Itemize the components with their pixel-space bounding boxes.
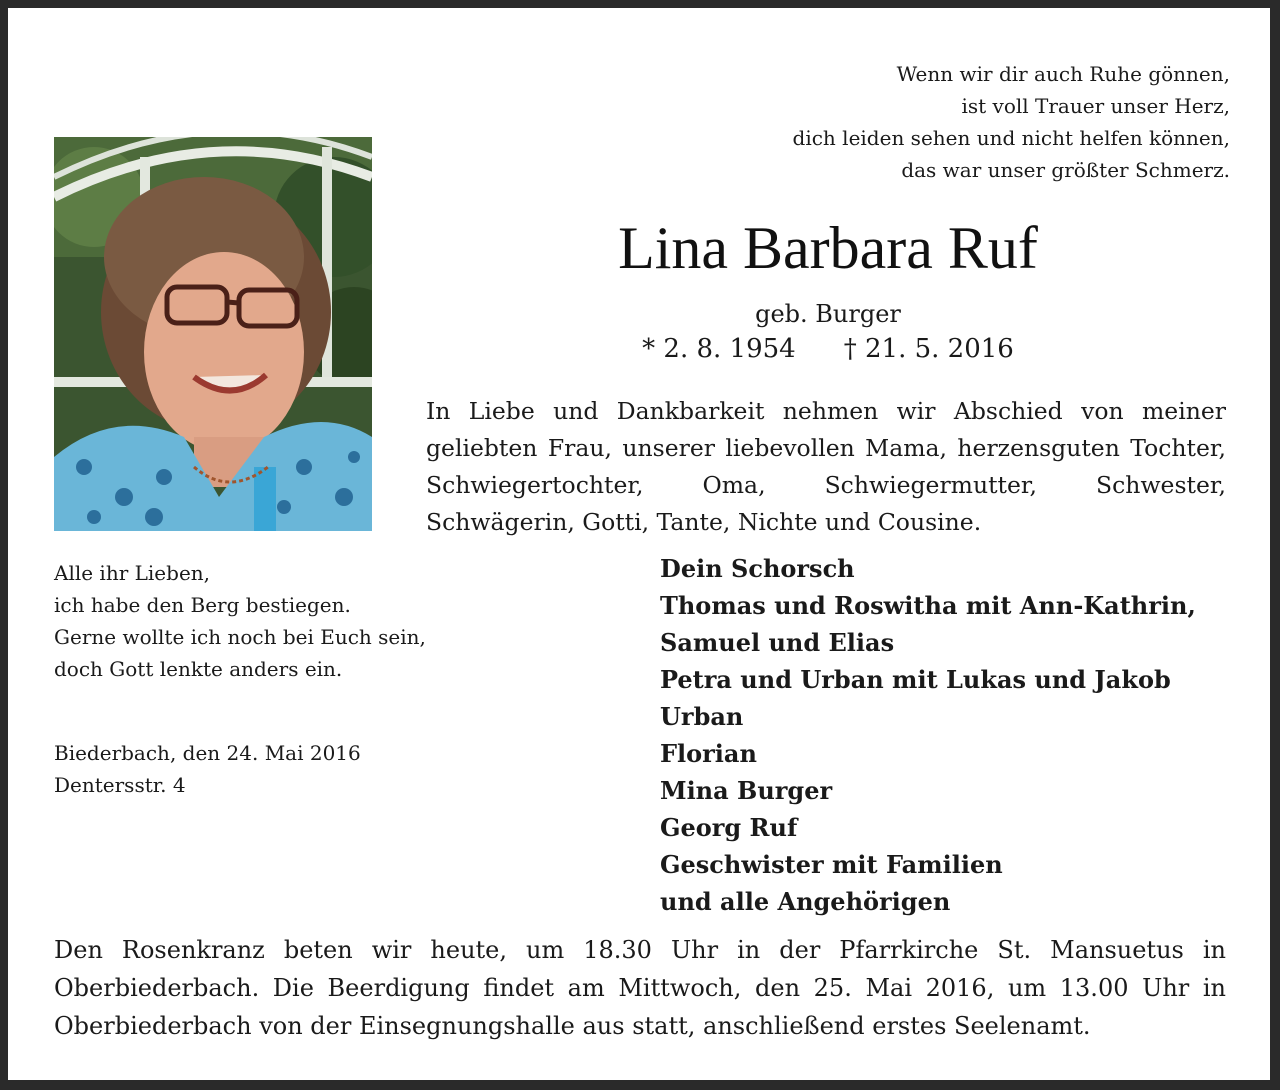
verse-line: dich leiden sehen und nicht helfen können, <box>792 126 1230 150</box>
verse-line: das war unser größter Schmerz. <box>901 158 1230 182</box>
verse-top <box>793 58 1230 186</box>
birth-name: geb. Burger <box>755 300 901 328</box>
death-date: † 21. 5. 2016 <box>843 334 1014 364</box>
portrait-photo <box>54 137 372 531</box>
service-info: Den Rosenkranz beten wir heute, um 18.30 Uhr in der Pfarrkirche St. Mansuetus in Oberbiederbach. Die Beerdigung findet am Mittwoch, den 25. Mai 2016, um 13.00 Uhr in Oberbiederbach von der Einsegnungshalle aus statt, anschließend erstes Seelenamt. <box>54 936 1226 1040</box>
mourner: Geschwister mit Familien <box>660 850 1003 879</box>
farewell-text: In Liebe und Dankbarkeit nehmen wir Abschied von meiner geliebten Frau, unserer liebevollen Mama, herzensguten Tochter, Schwiegertochter, Oma, Schwiegermutter, Schwester, Schwägerin, Gotti, Tante, Nichte und Cousine. <box>426 397 1226 536</box>
verse-line: Wenn wir dir auch Ruhe gönnen, <box>896 62 1230 86</box>
place-date-line: Biederbach, den 24. Mai 2016 <box>54 741 361 765</box>
mourner: Petra und Urban mit Lukas und Jakob <box>660 665 1171 694</box>
birth-date: * 2. 8. 1954 <box>642 334 796 364</box>
verse-line: Alle ihr Lieben, <box>54 561 211 585</box>
obituary-notice <box>8 8 1270 1080</box>
deceased-name: Lina Barbara Ruf <box>618 215 1038 281</box>
life-dates <box>428 332 1228 366</box>
mourner: Mina Burger <box>660 776 833 805</box>
mourner: Thomas und Roswitha mit Ann-Kathrin, <box>660 591 1196 620</box>
mourner: Georg Ruf <box>660 813 798 842</box>
verse-left <box>54 557 426 685</box>
address-line: Dentersstr. 4 <box>54 773 186 797</box>
verse-line: ist voll Trauer unser Herz, <box>961 94 1230 118</box>
verse-line: Gerne wollte ich noch bei Euch sein, <box>54 625 426 649</box>
mourner: Samuel und Elias <box>660 628 895 657</box>
verse-line: ich habe den Berg bestiegen. <box>54 593 351 617</box>
mourner: Florian <box>660 739 757 768</box>
mourner: und alle Angehörigen <box>660 887 951 916</box>
mourner: Dein Schorsch <box>660 554 855 583</box>
mourners-list <box>660 550 1196 920</box>
verse-line: doch Gott lenkte anders ein. <box>54 657 343 681</box>
mourner: Urban <box>660 702 744 731</box>
place-and-date <box>54 737 361 801</box>
